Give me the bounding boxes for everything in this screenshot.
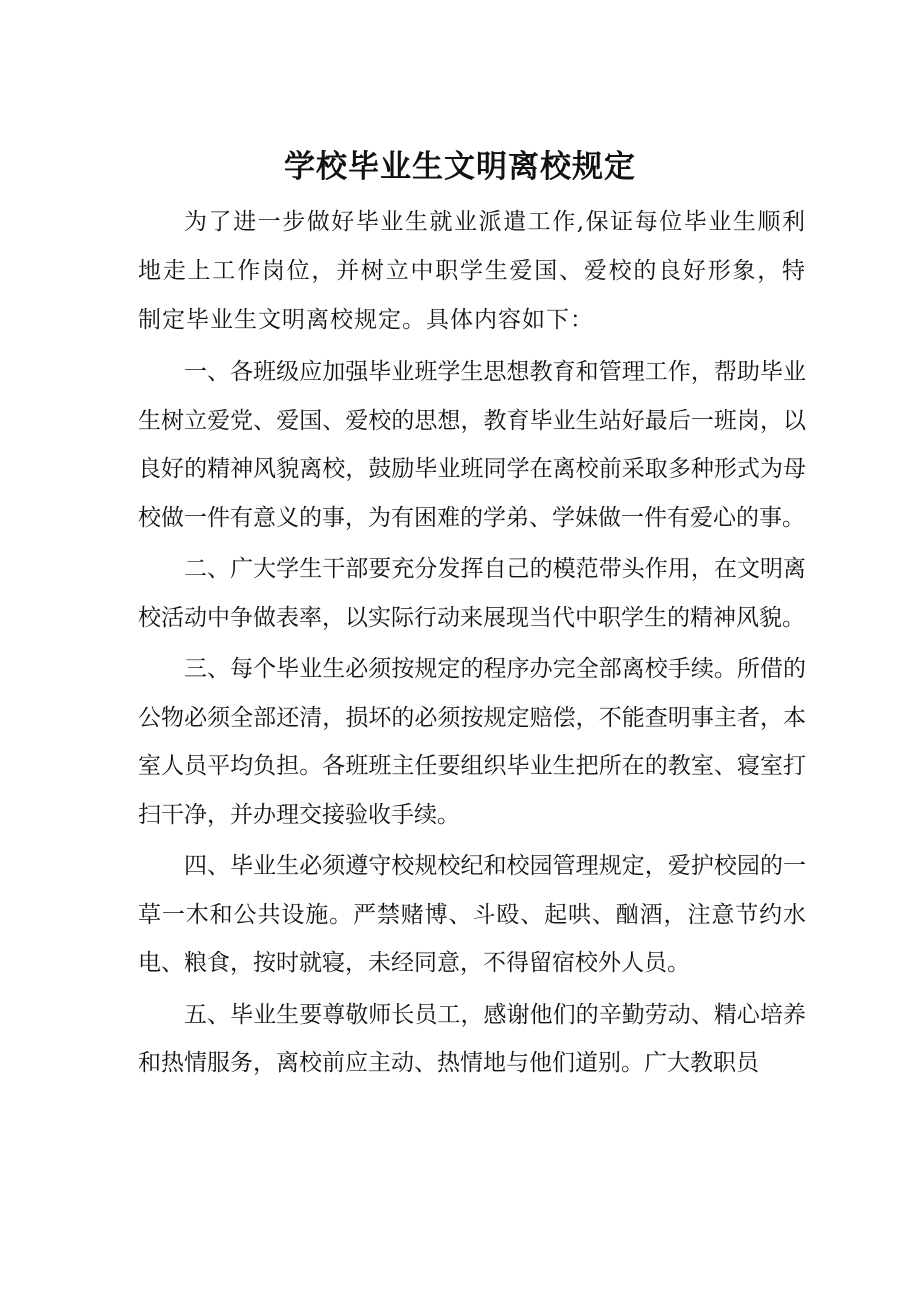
- intro-paragraph: 为了进一步做好毕业生就业派遣工作,保证每位毕业生顺利地走上工作岗位，并树立中职学生爱国、爱校的良好形象，特制定毕业生文明离校规定。具体内容如下：: [138, 209, 806, 333]
- document-title: 学校毕业生文明离校规定: [284, 148, 636, 185]
- clause-3: 三、每个毕业生必须按规定的程序办完全部离校手续。所借的公物必须全部还清，损坏的必须按规定赔偿，不能查明事主者，本室人员平均负担。各班班主任要组织毕业生把所在的教室、寝室打扫干净，并办理交接验收手续。: [138, 656, 806, 828]
- document-body: [138, 198, 806, 1088]
- clause-4: 四、毕业生必须遵守校规校纪和校园管理规定，爱护校园的一草一木和公共设施。严禁赌博、斗殴、起哄、酗酒，注意节约水电、粮食，按时就寝，未经同意，不得留宿校外人员。: [138, 853, 806, 976]
- clause-2: 二、广大学生干部要充分发挥自己的模范带头作用，在文明离校活动中争做表率，以实际行动来展现当代中职学生的精神风貌。: [138, 556, 806, 631]
- clause-5: 五、毕业生要尊敬师长员工，感谢他们的辛勤劳动、精心培养和热情服务，离校前应主动、热情地与他们道别。广大教职员: [138, 1001, 806, 1076]
- clause-1: 一、各班级应加强毕业班学生思想教育和管理工作，帮助毕业生树立爱党、爱国、爱校的思想，教育毕业生站好最后一班岗，以良好的精神风貌离校，鼓励毕业班同学在离校前采取多种形式为母校做一件有意义的事，为有困难的学弟、学妹做一件有爱心的事。: [138, 359, 806, 531]
